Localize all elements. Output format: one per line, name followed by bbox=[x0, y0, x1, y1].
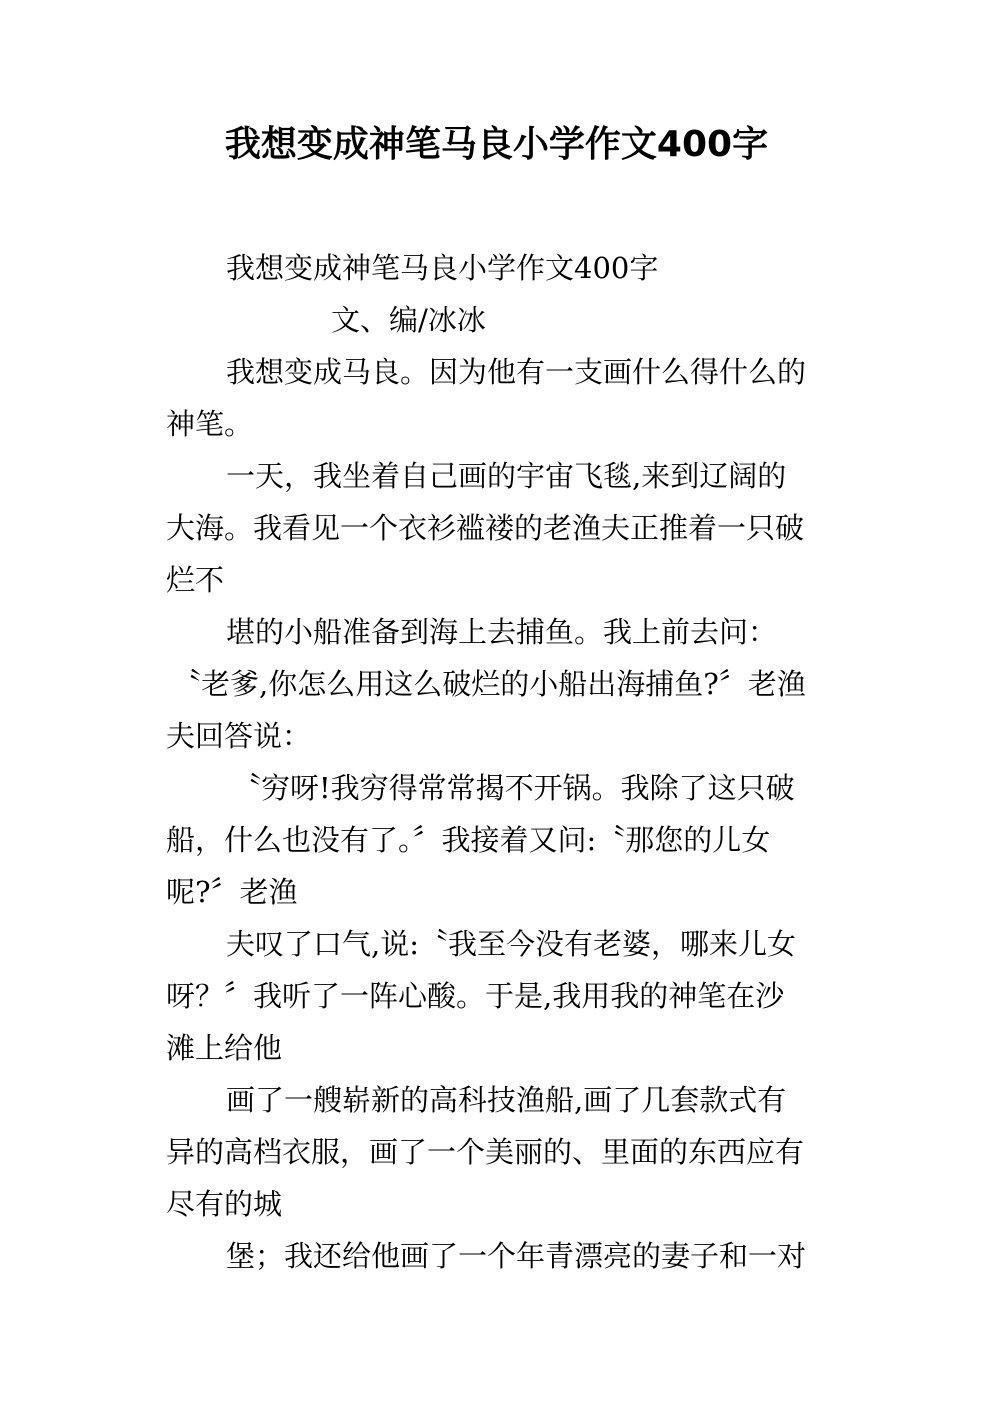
paragraph-line: 尽有的城 bbox=[166, 1187, 283, 1221]
paragraph-line: 堡；我还给他画了一个年青漂亮的妻子和一对 bbox=[226, 1239, 807, 1273]
paragraph-line: 呢?〞老渔 bbox=[166, 875, 298, 909]
paragraph-line: 堪的小船准备到海上去捕鱼。我上前去问： bbox=[226, 615, 778, 649]
document-title: 我想变成神笔马良小学作文400字 bbox=[224, 124, 769, 165]
paragraph-line: 〝穷呀!我穷得常常揭不开锅。我除了这只破 bbox=[232, 771, 795, 805]
paragraph-line: 异的高档衣服，画了一个美丽的、里面的东西应有 bbox=[166, 1135, 805, 1169]
paragraph-line: 呀？〞我听了一阵心酸。于是,我用我的神笔在沙 bbox=[166, 979, 785, 1013]
document-body bbox=[166, 242, 828, 1282]
paragraph-line: 画了一艘崭新的高科技渔船,画了几套款式有 bbox=[226, 1083, 787, 1117]
paragraph-line: 大海。我看见一个衣衫褴褛的老渔夫正推着一只破 bbox=[166, 511, 805, 545]
paragraph-line: 一天，我坐着自己画的宇宙飞毯,来到辽阔的 bbox=[226, 459, 787, 493]
paragraph-line: 〝老爹,你怎么用这么破烂的小船出海捕鱼?〞老渔 bbox=[172, 667, 806, 701]
paragraph-line: 我想变成马良。因为他有一支画什么得什么的 bbox=[226, 355, 807, 389]
paragraph-line: 烂不 bbox=[166, 563, 225, 597]
paragraph-line: 滩上给他 bbox=[166, 1031, 283, 1065]
paragraph-line: 船，什么也没有了。〞我接着又问:〝那您的儿女 bbox=[166, 823, 771, 857]
paragraph-line: 夫回答说： bbox=[166, 719, 312, 753]
author-line: 文、编/冰冰 bbox=[331, 303, 486, 337]
subtitle-line: 我想变成神笔马良小学作文400字 bbox=[226, 251, 659, 285]
paragraph-line: 神笔。 bbox=[166, 407, 254, 441]
paragraph-line: 夫叹了口气,说:〝我至今没有老婆，哪来儿女 bbox=[226, 927, 796, 961]
